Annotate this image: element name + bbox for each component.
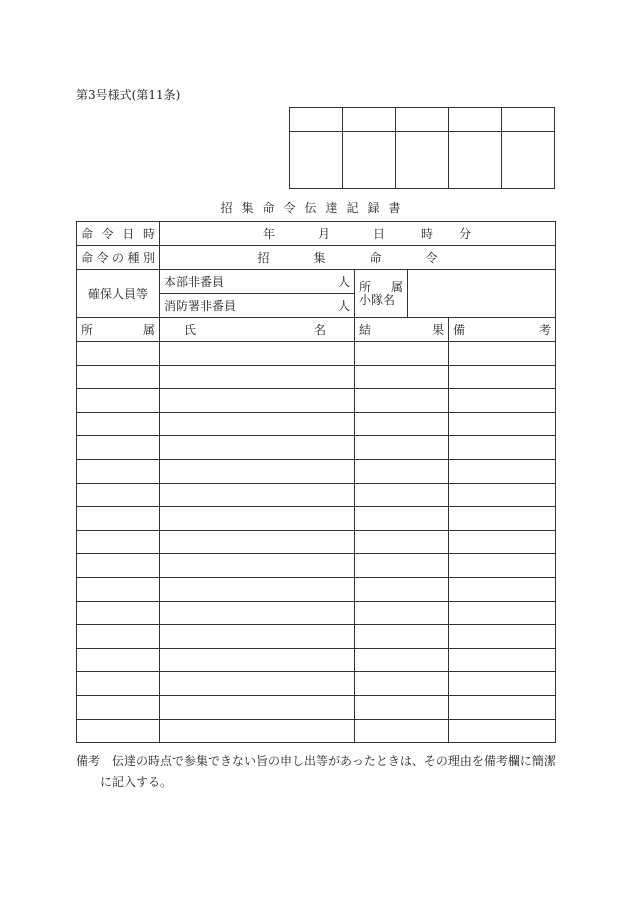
stamp-cell[interactable] (343, 108, 396, 132)
remarks-cell[interactable] (449, 672, 556, 696)
affiliation-cell[interactable] (77, 483, 160, 507)
table-row (77, 365, 556, 389)
result-cell[interactable] (355, 672, 449, 696)
footnote-text-cont: に記入する。 (100, 775, 173, 789)
table-row (77, 577, 556, 601)
col-affiliation-header: 所 属 (77, 318, 160, 342)
stamp-cell[interactable] (502, 108, 555, 132)
table-row (77, 601, 556, 625)
order-datetime-value[interactable]: 年 月 日 時 分 (160, 222, 556, 246)
table-row (77, 389, 556, 413)
name-cell[interactable] (160, 625, 355, 649)
table-row (77, 554, 556, 578)
order-datetime-label: 命 令 日 時 (77, 222, 160, 246)
order-type-row (77, 246, 556, 270)
affiliation-cell[interactable] (77, 577, 160, 601)
remarks-cell[interactable] (449, 719, 556, 743)
affiliation-cell[interactable] (77, 695, 160, 719)
name-cell[interactable] (160, 648, 355, 672)
footnote (76, 751, 556, 793)
remarks-cell[interactable] (449, 695, 556, 719)
result-cell[interactable] (355, 507, 449, 531)
name-cell[interactable] (160, 554, 355, 578)
order-datetime-row (77, 222, 556, 246)
result-cell[interactable] (355, 365, 449, 389)
stamp-cell[interactable] (449, 132, 502, 189)
remarks-cell[interactable] (449, 389, 556, 413)
table-row (77, 695, 556, 719)
name-cell[interactable] (160, 389, 355, 413)
result-cell[interactable] (355, 695, 449, 719)
result-cell[interactable] (355, 459, 449, 483)
platoon-affiliation-label: 所 属 小隊名 (355, 270, 408, 318)
remarks-cell[interactable] (449, 577, 556, 601)
platoon-name-field[interactable] (408, 270, 556, 318)
affiliation-cell[interactable] (77, 436, 160, 460)
order-type-value[interactable]: 招 集 命 令 (160, 246, 556, 270)
affiliation-cell[interactable] (77, 601, 160, 625)
name-cell[interactable] (160, 530, 355, 554)
secured-personnel-label: 確保人員等 (77, 270, 160, 318)
result-cell[interactable] (355, 719, 449, 743)
name-cell[interactable] (160, 577, 355, 601)
name-cell[interactable] (160, 695, 355, 719)
remarks-cell[interactable] (449, 483, 556, 507)
stamp-cell[interactable] (290, 132, 343, 189)
name-cell[interactable] (160, 483, 355, 507)
result-cell[interactable] (355, 342, 449, 366)
remarks-cell[interactable] (449, 459, 556, 483)
stamp-cell[interactable] (396, 132, 449, 189)
name-cell[interactable] (160, 342, 355, 366)
name-cell[interactable] (160, 412, 355, 436)
remarks-cell[interactable] (449, 436, 556, 460)
table-row (77, 459, 556, 483)
stamp-cell[interactable] (449, 108, 502, 132)
affiliation-cell[interactable] (77, 672, 160, 696)
record-table (76, 221, 556, 743)
result-cell[interactable] (355, 483, 449, 507)
table-row (77, 342, 556, 366)
footnote-text: 伝達の時点で参集できない旨の申し出等があったときは、その理由を備考欄に簡潔 (112, 754, 556, 768)
result-cell[interactable] (355, 648, 449, 672)
order-type-label: 命 令 の 種 別 (77, 246, 160, 270)
affiliation-cell[interactable] (77, 342, 160, 366)
col-result-header: 結 果 (355, 318, 449, 342)
table-row (77, 507, 556, 531)
table-row (77, 719, 556, 743)
table-row (77, 483, 556, 507)
secured-personnel-row (77, 270, 556, 294)
approval-stamp-box (289, 107, 555, 189)
remarks-cell[interactable] (449, 412, 556, 436)
affiliation-cell[interactable] (77, 459, 160, 483)
result-cell[interactable] (355, 436, 449, 460)
stamp-cell[interactable] (502, 132, 555, 189)
remarks-cell[interactable] (449, 342, 556, 366)
column-header-row (77, 318, 556, 342)
name-cell[interactable] (160, 459, 355, 483)
table-row (77, 530, 556, 554)
col-remarks-header: 備 考 (449, 318, 556, 342)
stamp-cell[interactable] (290, 108, 343, 132)
affiliation-cell[interactable] (77, 719, 160, 743)
honbu-field[interactable]: 本部非番員 人 (160, 270, 355, 294)
result-cell[interactable] (355, 625, 449, 649)
table-row (77, 648, 556, 672)
footnote-label: 備考 (76, 754, 101, 768)
name-cell[interactable] (160, 719, 355, 743)
result-cell[interactable] (355, 412, 449, 436)
stamp-cell[interactable] (396, 108, 449, 132)
result-cell[interactable] (355, 554, 449, 578)
shobosho-field[interactable]: 消防署非番員 人 (160, 294, 355, 318)
affiliation-cell[interactable] (77, 530, 160, 554)
name-cell[interactable] (160, 507, 355, 531)
stamp-cell[interactable] (343, 132, 396, 189)
remarks-cell[interactable] (449, 648, 556, 672)
affiliation-cell[interactable] (77, 625, 160, 649)
name-cell[interactable] (160, 672, 355, 696)
table-row (77, 412, 556, 436)
affiliation-cell[interactable] (77, 507, 160, 531)
name-cell[interactable] (160, 365, 355, 389)
remarks-cell[interactable] (449, 530, 556, 554)
affiliation-cell[interactable] (77, 554, 160, 578)
result-cell[interactable] (355, 601, 449, 625)
table-row (77, 625, 556, 649)
table-row (77, 436, 556, 460)
remarks-cell[interactable] (449, 625, 556, 649)
result-cell[interactable] (355, 389, 449, 413)
name-cell[interactable] (160, 601, 355, 625)
affiliation-cell[interactable] (77, 412, 160, 436)
document-title: 招集命令伝達記録書 (220, 201, 410, 215)
name-cell[interactable] (160, 436, 355, 460)
affiliation-cell[interactable] (77, 389, 160, 413)
form-number: 第3号様式(第11条) (76, 88, 181, 102)
col-name-header: 氏 名 (160, 318, 355, 342)
result-cell[interactable] (355, 577, 449, 601)
table-row (77, 672, 556, 696)
affiliation-cell[interactable] (77, 648, 160, 672)
remarks-cell[interactable] (449, 365, 556, 389)
result-cell[interactable] (355, 530, 449, 554)
affiliation-cell[interactable] (77, 365, 160, 389)
remarks-cell[interactable] (449, 507, 556, 531)
remarks-cell[interactable] (449, 601, 556, 625)
remarks-cell[interactable] (449, 554, 556, 578)
